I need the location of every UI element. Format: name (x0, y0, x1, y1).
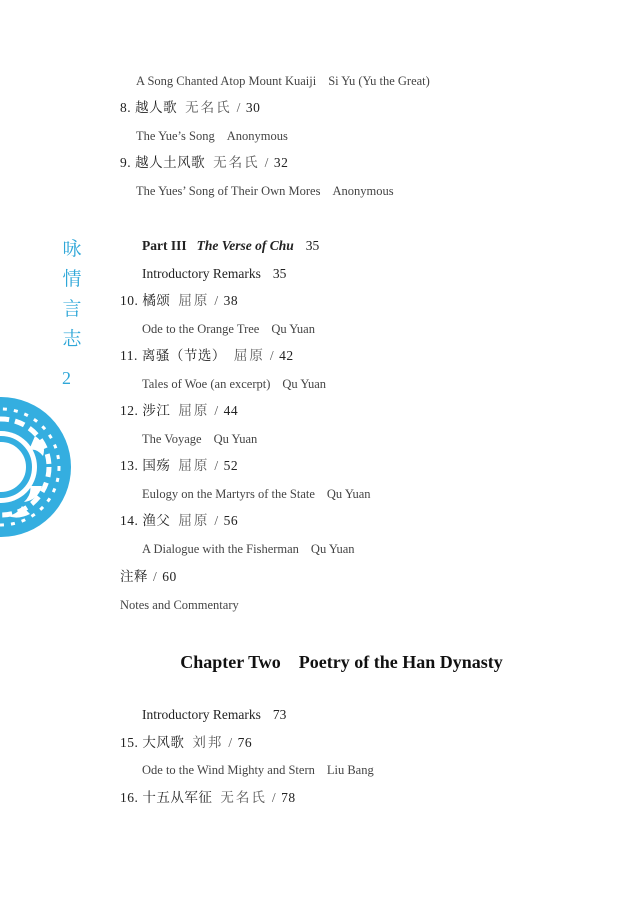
toc-entry (120, 403, 238, 419)
entry-page: 32 (273, 155, 289, 170)
entry-title-en: A Song Chanted Atop Mount Kuaiji (136, 74, 317, 88)
entry-author-en: Si Yu (Yu the Great) (328, 74, 430, 88)
notes-page: 60 (162, 569, 177, 584)
toc-entry (120, 790, 296, 806)
entry-title-en: Ode to the Orange Tree (142, 322, 260, 336)
entry-author-en: Liu Bang (326, 763, 374, 777)
entry-title-zh: 涉江 (142, 403, 171, 418)
separator: / (214, 458, 219, 473)
entry-number: 11. (120, 348, 138, 363)
separator: / (214, 513, 219, 528)
separator: / (214, 403, 219, 418)
separator: / (228, 735, 233, 750)
separator: / (271, 790, 277, 805)
intro-page: 73 (272, 707, 287, 722)
entry-page: 78 (281, 790, 296, 805)
entry-page: 52 (223, 458, 239, 473)
entry-author-en: Anonymous (226, 129, 288, 143)
page-number: 2 (62, 368, 71, 388)
entry-author-zh: 屈原 (178, 403, 210, 418)
decorative-medallion-icon (0, 396, 72, 538)
part-heading (142, 238, 319, 254)
intro-page: 35 (272, 266, 287, 281)
entry-title-zh: 橘颂 (142, 293, 171, 308)
toc-entry-en (142, 541, 355, 557)
entry-title-en: The Yue’s Song (136, 129, 215, 143)
part-title: The Verse of Chu (196, 238, 294, 253)
separator: / (214, 293, 219, 308)
part-label: Part III (142, 238, 187, 253)
entry-page: 42 (279, 348, 294, 363)
entry-page: 76 (237, 735, 253, 750)
entry-number: 14. (120, 513, 139, 528)
vertical-book-title: 咏情言志 (62, 238, 82, 350)
intro-label: Introductory Remarks (142, 707, 261, 722)
entry-number: 8. (120, 100, 132, 115)
toc-entry-en (136, 73, 430, 89)
entry-author-zh: 屈原 (178, 513, 210, 528)
toc-entry-en (142, 321, 315, 337)
entry-title-en: Eulogy on the Martyrs of the State (142, 487, 315, 501)
entry-number: 15. (120, 735, 139, 750)
entry-title-zh: 大风歌 (142, 735, 185, 750)
entry-page: 44 (223, 403, 239, 418)
notes-title-zh: 注释 (120, 569, 148, 584)
separator: / (264, 155, 269, 170)
entry-author-zh: 屈原 (178, 458, 210, 473)
entry-title-en: Ode to the Wind Mighty and Stern (142, 763, 315, 777)
entry-title-zh: 离骚（节选） (141, 348, 226, 363)
toc-entry-en (136, 128, 288, 144)
toc-entry-en (142, 431, 257, 447)
toc-entry (120, 100, 260, 116)
chapter-heading (0, 652, 637, 673)
intro-entry (142, 266, 286, 282)
entry-author-en: Qu Yuan (271, 322, 315, 336)
toc-entry (120, 293, 238, 309)
entry-number: 16. (120, 790, 139, 805)
entry-author-zh: 屈原 (233, 348, 265, 363)
toc-entry-en (142, 486, 371, 502)
entry-page: 30 (245, 100, 261, 115)
entry-author-zh: 无名氏 (213, 155, 260, 170)
entry-title-zh: 越人土风歌 (135, 155, 206, 170)
entry-author-zh: 无名氏 (185, 100, 232, 115)
entry-author-en: Qu Yuan (326, 487, 371, 501)
entry-number: 9. (120, 155, 132, 170)
entry-number: 12. (120, 403, 139, 418)
chapter-title: Chapter Two Poetry of the Han Dynasty (180, 652, 503, 672)
entry-author-zh: 刘邦 (192, 735, 224, 750)
notes-entry (120, 569, 177, 585)
toc-entry-en (136, 183, 394, 199)
part-page: 35 (305, 238, 320, 253)
toc-entry-en (142, 762, 374, 778)
intro-entry (142, 707, 286, 723)
entry-title-en: The Voyage (142, 432, 202, 446)
entry-title-zh: 国殇 (142, 458, 171, 473)
entry-page: 56 (223, 513, 239, 528)
toc-entry (120, 348, 294, 364)
entry-number: 13. (120, 458, 139, 473)
intro-label: Introductory Remarks (142, 266, 261, 281)
entry-author-en: Qu Yuan (310, 542, 355, 556)
entry-title-en: Tales of Woe (an excerpt) (142, 377, 271, 391)
separator: / (236, 100, 241, 115)
entry-author-en: Qu Yuan (282, 377, 327, 391)
entry-title-zh: 渔父 (142, 513, 171, 528)
toc-entry (120, 458, 238, 474)
entry-author-en: Qu Yuan (213, 432, 258, 446)
entry-author-en: Anonymous (332, 184, 394, 198)
entry-author-zh: 屈原 (178, 293, 210, 308)
entry-title-en: The Yues’ Song of Their Own Mores (136, 184, 321, 198)
toc-entry (120, 735, 252, 751)
separator: / (269, 348, 275, 363)
entry-page: 38 (223, 293, 239, 308)
toc-entry (120, 155, 288, 171)
entry-author-zh: 无名氏 (220, 790, 267, 805)
entry-title-zh: 越人歌 (135, 100, 178, 115)
entry-number: 10. (120, 293, 139, 308)
separator: / (153, 569, 158, 584)
toc-entry (120, 513, 238, 529)
toc-entry-en (142, 376, 326, 392)
entry-title-zh: 十五从军征 (142, 790, 213, 805)
notes-title-en: Notes and Commentary (120, 598, 239, 612)
entry-title-en: A Dialogue with the Fisherman (142, 542, 299, 556)
